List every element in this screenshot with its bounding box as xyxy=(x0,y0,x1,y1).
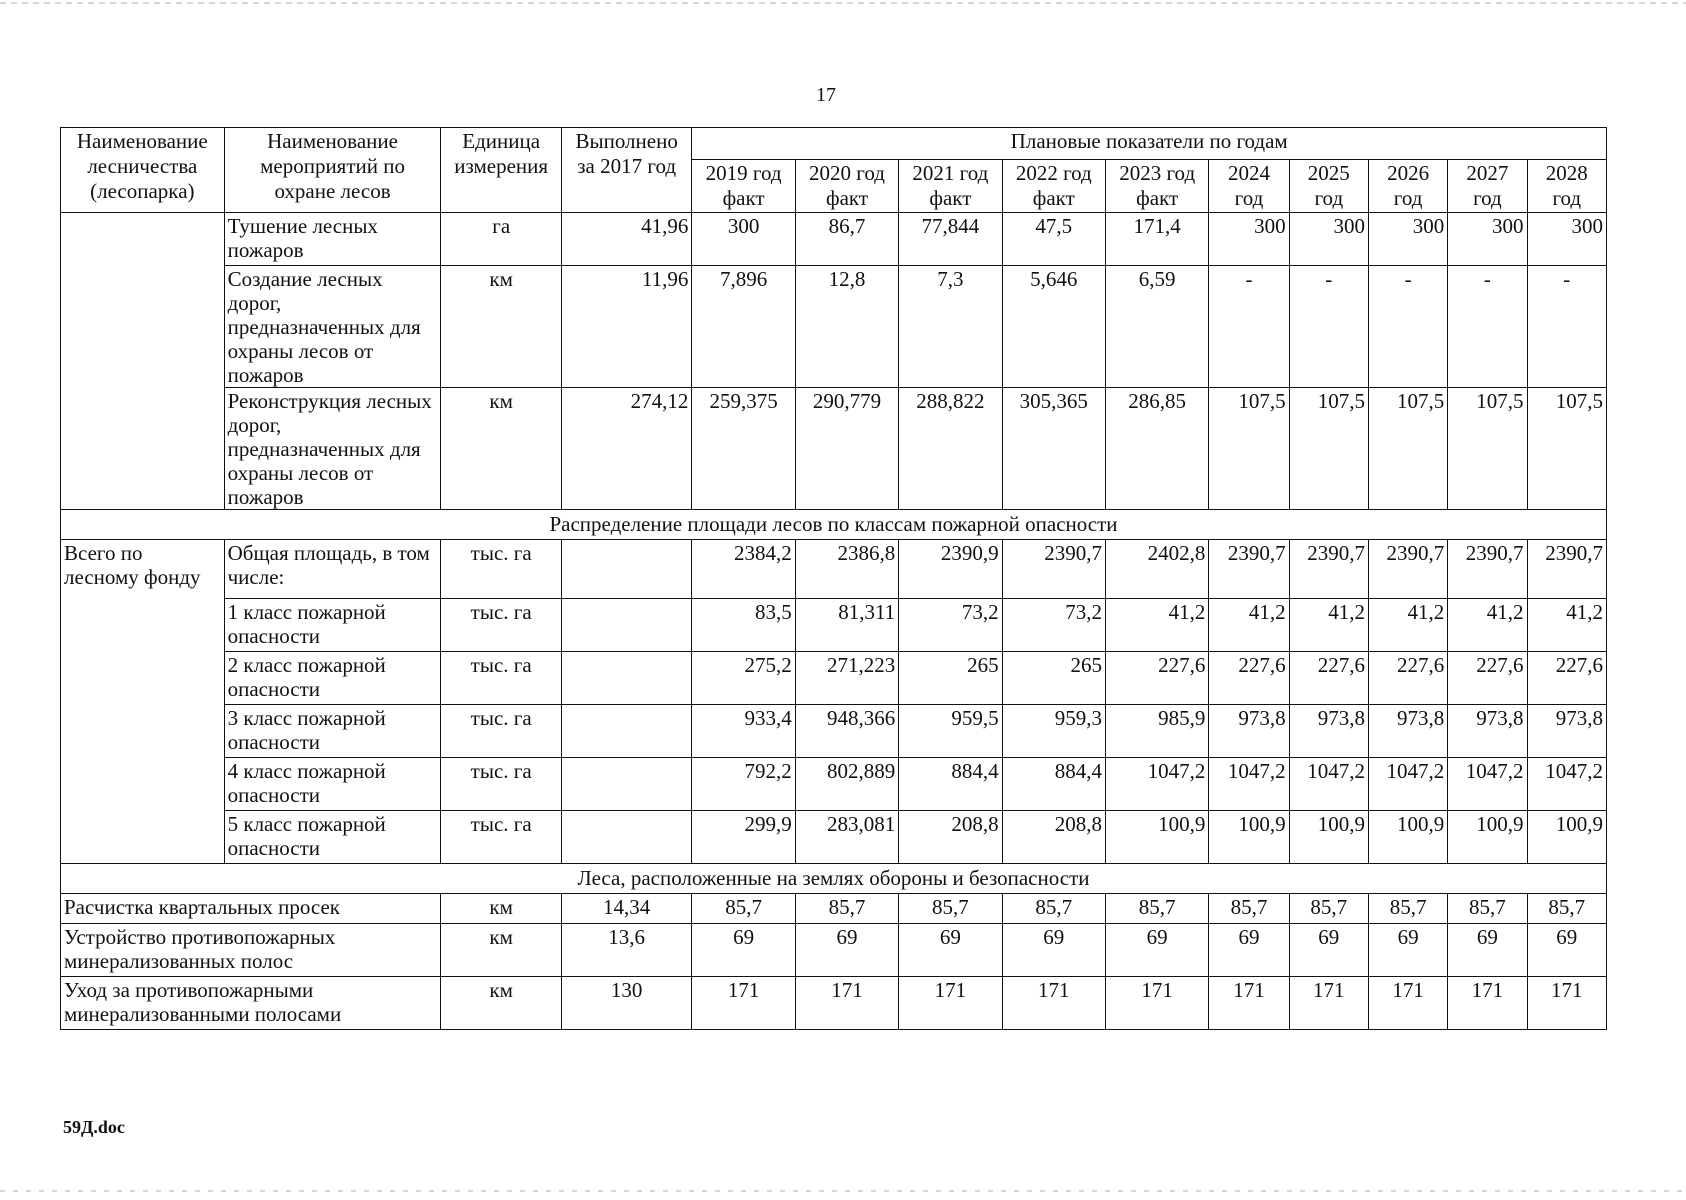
year-value: 85,7 xyxy=(1448,894,1527,924)
unit-cell: га xyxy=(441,213,561,266)
header-year: 2024 год xyxy=(1209,160,1289,213)
year-value: 2384,2 xyxy=(692,540,795,599)
forest-protection-table xyxy=(60,127,1607,1030)
year-value: 171,4 xyxy=(1105,213,1208,266)
measure-name: Реконструкция лесных дорог, предназначенных для охраны лесов от пожаров xyxy=(224,388,441,510)
forestry-total: Всего по лесному фонду xyxy=(61,540,225,864)
header-year: 2025 год xyxy=(1289,160,1368,213)
scan-edge-top xyxy=(0,2,1686,4)
unit-cell: км xyxy=(441,266,561,388)
table-row xyxy=(61,540,1607,599)
measure-name: Общая площадь, в том числе: xyxy=(224,540,441,599)
year-value: 2390,7 xyxy=(1448,540,1527,599)
measure-name: 2 класс пожарной опасности xyxy=(224,652,441,705)
done-value: 274,12 xyxy=(561,388,692,510)
year-value: 973,8 xyxy=(1368,705,1447,758)
year-value: 2390,7 xyxy=(1002,540,1105,599)
year-value: 69 xyxy=(1368,924,1447,977)
scan-edge-bottom xyxy=(0,1190,1686,1192)
year-value: 300 xyxy=(1527,213,1606,266)
year-value: 171 xyxy=(1289,977,1368,1030)
unit-cell: тыс. га xyxy=(441,599,561,652)
header-year: 2023 год факт xyxy=(1105,160,1208,213)
table-row xyxy=(61,811,1607,864)
year-value: 2390,7 xyxy=(1289,540,1368,599)
year-value: 85,7 xyxy=(1527,894,1606,924)
header-year: 2020 год факт xyxy=(795,160,898,213)
year-value: 69 xyxy=(1448,924,1527,977)
year-value: 171 xyxy=(1105,977,1208,1030)
section-title-row xyxy=(61,864,1607,894)
table-row xyxy=(61,266,1607,388)
year-value: 77,844 xyxy=(899,213,1002,266)
year-value: 299,9 xyxy=(692,811,795,864)
unit-cell: тыс. га xyxy=(441,540,561,599)
year-value: 5,646 xyxy=(1002,266,1105,388)
section-title-fire-classes: Распределение площади лесов по классам пожарной опасности xyxy=(61,510,1607,540)
unit-cell: тыс. га xyxy=(441,811,561,864)
year-value: 2390,7 xyxy=(1368,540,1447,599)
unit-cell: км xyxy=(441,977,561,1030)
year-value: 41,2 xyxy=(1448,599,1527,652)
year-value: 7,896 xyxy=(692,266,795,388)
year-value: 41,2 xyxy=(1368,599,1447,652)
year-value: 41,2 xyxy=(1105,599,1208,652)
year-value: 107,5 xyxy=(1527,388,1606,510)
done-value xyxy=(561,758,692,811)
year-value: 300 xyxy=(1448,213,1527,266)
year-value: 47,5 xyxy=(1002,213,1105,266)
year-value: 7,3 xyxy=(899,266,1002,388)
year-value: 85,7 xyxy=(1105,894,1208,924)
measure-name: Уход за противопожарными минерализованными полосами xyxy=(61,977,441,1030)
year-value: 973,8 xyxy=(1527,705,1606,758)
header-plan: Плановые показатели по годам xyxy=(692,128,1607,160)
year-value: 265 xyxy=(1002,652,1105,705)
section-title-defense-lands: Леса, расположенные на землях обороны и безопасности xyxy=(61,864,1607,894)
year-value: 227,6 xyxy=(1105,652,1208,705)
unit-cell: км xyxy=(441,388,561,510)
year-value: 1047,2 xyxy=(1368,758,1447,811)
year-value: 85,7 xyxy=(1368,894,1447,924)
year-value: 107,5 xyxy=(1448,388,1527,510)
year-value: 69 xyxy=(899,924,1002,977)
year-value: 973,8 xyxy=(1209,705,1289,758)
table-row xyxy=(61,213,1607,266)
table-row xyxy=(61,705,1607,758)
year-value: 227,6 xyxy=(1368,652,1447,705)
year-value: 884,4 xyxy=(899,758,1002,811)
header-year: 2021 год факт xyxy=(899,160,1002,213)
year-value: 171 xyxy=(1448,977,1527,1030)
year-value: 107,5 xyxy=(1209,388,1289,510)
year-value: 1047,2 xyxy=(1209,758,1289,811)
done-value: 130 xyxy=(561,977,692,1030)
year-value: 792,2 xyxy=(692,758,795,811)
footer-filename: 59Д.doc xyxy=(63,1117,125,1137)
year-value: 171 xyxy=(1209,977,1289,1030)
year-value: - xyxy=(1209,266,1289,388)
forestry-cell xyxy=(61,213,225,510)
year-value: 69 xyxy=(795,924,898,977)
year-value: 227,6 xyxy=(1448,652,1527,705)
year-value: 171 xyxy=(795,977,898,1030)
measure-name: Устройство противопожарных минерализованных полос xyxy=(61,924,441,977)
header-forestry: Наименование лесничества (лесопарка) xyxy=(61,128,225,213)
year-value: 933,4 xyxy=(692,705,795,758)
done-value xyxy=(561,811,692,864)
header-year: 2022 год факт xyxy=(1002,160,1105,213)
header-done-2017: Выполнено за 2017 год xyxy=(561,128,692,213)
year-value: 283,081 xyxy=(795,811,898,864)
year-value: 305,365 xyxy=(1002,388,1105,510)
measure-name: 5 класс пожарной опасности xyxy=(224,811,441,864)
measure-name: 4 класс пожарной опасности xyxy=(224,758,441,811)
header-measures: Наименование мероприятий по охране лесов xyxy=(224,128,441,213)
year-value: 107,5 xyxy=(1368,388,1447,510)
year-value: 83,5 xyxy=(692,599,795,652)
year-value: 973,8 xyxy=(1448,705,1527,758)
year-value: 2390,9 xyxy=(899,540,1002,599)
year-value: 1047,2 xyxy=(1448,758,1527,811)
year-value: 41,2 xyxy=(1527,599,1606,652)
year-value: 69 xyxy=(1209,924,1289,977)
unit-cell: км xyxy=(441,894,561,924)
done-value: 11,96 xyxy=(561,266,692,388)
table-row xyxy=(61,924,1607,977)
year-value: 884,4 xyxy=(1002,758,1105,811)
done-value xyxy=(561,652,692,705)
year-value: 271,223 xyxy=(795,652,898,705)
year-value: 2390,7 xyxy=(1209,540,1289,599)
page-number: 17 xyxy=(816,84,836,106)
unit-cell: тыс. га xyxy=(441,705,561,758)
year-value: 2386,8 xyxy=(795,540,898,599)
year-value: 69 xyxy=(1289,924,1368,977)
year-value: 69 xyxy=(1002,924,1105,977)
header-unit: Единица измерения xyxy=(441,128,561,213)
done-value: 14,34 xyxy=(561,894,692,924)
year-value: 802,889 xyxy=(795,758,898,811)
year-value: 69 xyxy=(692,924,795,977)
unit-cell: тыс. га xyxy=(441,758,561,811)
year-value: 85,7 xyxy=(1289,894,1368,924)
year-value: 1047,2 xyxy=(1105,758,1208,811)
table-row xyxy=(61,758,1607,811)
year-value: 171 xyxy=(1368,977,1447,1030)
done-value: 13,6 xyxy=(561,924,692,977)
year-value: 959,5 xyxy=(899,705,1002,758)
year-value: 208,8 xyxy=(899,811,1002,864)
year-value: 73,2 xyxy=(1002,599,1105,652)
header-year: 2019 год факт xyxy=(692,160,795,213)
measure-name: Создание лесных дорог, предназначенных для охраны лесов от пожаров xyxy=(224,266,441,388)
year-value: 288,822 xyxy=(899,388,1002,510)
year-value: 69 xyxy=(1527,924,1606,977)
year-value: 73,2 xyxy=(899,599,1002,652)
year-value: 100,9 xyxy=(1448,811,1527,864)
year-value: 227,6 xyxy=(1527,652,1606,705)
year-value: 100,9 xyxy=(1527,811,1606,864)
year-value: 69 xyxy=(1105,924,1208,977)
year-value: - xyxy=(1368,266,1447,388)
table-row xyxy=(61,652,1607,705)
year-value: 300 xyxy=(1209,213,1289,266)
year-value: 85,7 xyxy=(1002,894,1105,924)
measure-name: Расчистка квартальных просек xyxy=(61,894,441,924)
year-value: 300 xyxy=(1289,213,1368,266)
unit-cell: тыс. га xyxy=(441,652,561,705)
year-value: 41,2 xyxy=(1209,599,1289,652)
year-value: 259,375 xyxy=(692,388,795,510)
done-value xyxy=(561,540,692,599)
unit-cell: км xyxy=(441,924,561,977)
year-value: 85,7 xyxy=(1209,894,1289,924)
year-value: 41,2 xyxy=(1289,599,1368,652)
year-value: 300 xyxy=(692,213,795,266)
year-value: 171 xyxy=(899,977,1002,1030)
year-value: 100,9 xyxy=(1209,811,1289,864)
done-value xyxy=(561,599,692,652)
done-value: 41,96 xyxy=(561,213,692,266)
year-value: 100,9 xyxy=(1289,811,1368,864)
year-value: 85,7 xyxy=(899,894,1002,924)
year-value: 265 xyxy=(899,652,1002,705)
year-value: 100,9 xyxy=(1368,811,1447,864)
year-value: 2390,7 xyxy=(1527,540,1606,599)
year-value: 985,9 xyxy=(1105,705,1208,758)
table-row xyxy=(61,388,1607,510)
year-value: 300 xyxy=(1368,213,1447,266)
year-value: 81,311 xyxy=(795,599,898,652)
year-value: 1047,2 xyxy=(1289,758,1368,811)
year-value: - xyxy=(1289,266,1368,388)
year-value: - xyxy=(1527,266,1606,388)
year-value: 2402,8 xyxy=(1105,540,1208,599)
section-title-row xyxy=(61,510,1607,540)
year-value: 959,3 xyxy=(1002,705,1105,758)
year-value: 227,6 xyxy=(1289,652,1368,705)
table-row xyxy=(61,977,1607,1030)
year-value: 85,7 xyxy=(795,894,898,924)
year-value: 227,6 xyxy=(1209,652,1289,705)
year-value: 948,366 xyxy=(795,705,898,758)
done-value xyxy=(561,705,692,758)
year-value: - xyxy=(1448,266,1527,388)
year-value: 290,779 xyxy=(795,388,898,510)
year-value: 86,7 xyxy=(795,213,898,266)
header-year: 2027 год xyxy=(1448,160,1527,213)
table-row xyxy=(61,599,1607,652)
table-row xyxy=(61,894,1607,924)
year-value: 85,7 xyxy=(692,894,795,924)
year-value: 100,9 xyxy=(1105,811,1208,864)
year-value: 973,8 xyxy=(1289,705,1368,758)
measure-name: 3 класс пожарной опасности xyxy=(224,705,441,758)
year-value: 171 xyxy=(1527,977,1606,1030)
year-value: 1047,2 xyxy=(1527,758,1606,811)
year-value: 171 xyxy=(1002,977,1105,1030)
header-year: 2028 год xyxy=(1527,160,1606,213)
year-value: 107,5 xyxy=(1289,388,1368,510)
header-year: 2026 год xyxy=(1368,160,1447,213)
year-value: 208,8 xyxy=(1002,811,1105,864)
measure-name: 1 класс пожарной опасности xyxy=(224,599,441,652)
year-value: 275,2 xyxy=(692,652,795,705)
year-value: 171 xyxy=(692,977,795,1030)
year-value: 286,85 xyxy=(1105,388,1208,510)
year-value: 12,8 xyxy=(795,266,898,388)
year-value: 6,59 xyxy=(1105,266,1208,388)
measure-name: Тушение лесных пожаров xyxy=(224,213,441,266)
